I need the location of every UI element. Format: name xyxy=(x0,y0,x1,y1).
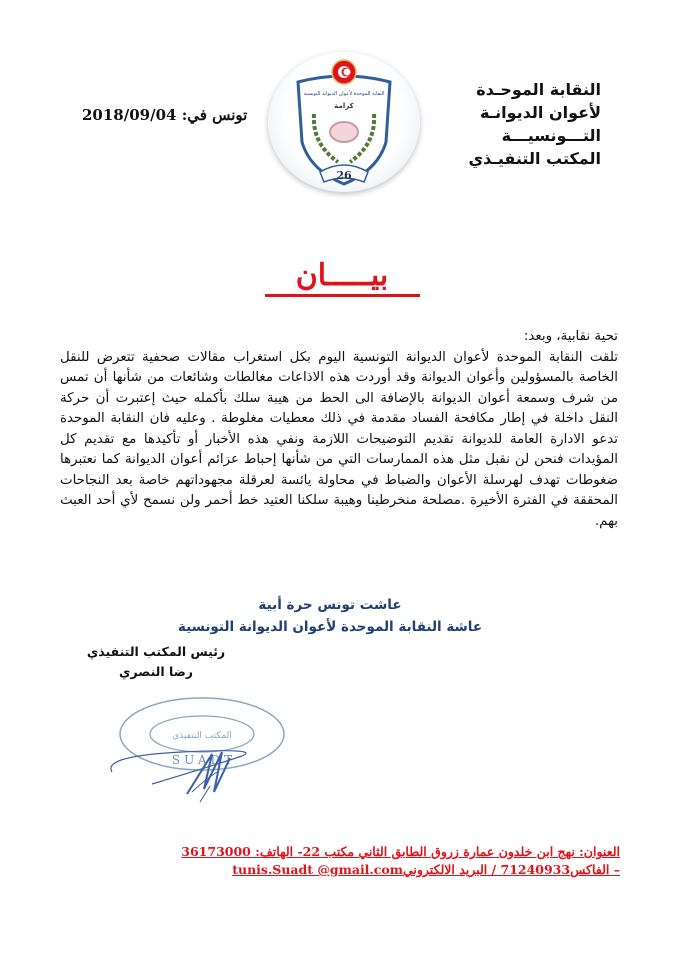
address-phone-line: العنوان: نهج ابن خلدون عمارة زروق الطابق الثاني مكتب 22- الهاتف: 36173000 xyxy=(181,844,620,859)
contact-footer xyxy=(120,843,620,879)
slogan-2: عاشة النقابة الموحدة لأعوان الديوانة التونسية xyxy=(177,619,483,635)
svg-text:المكتب التنفيذي: المكتب التنفيذي xyxy=(172,731,232,741)
shield-emblem-icon xyxy=(268,52,420,192)
official-stamp xyxy=(92,694,302,814)
statement-paragraph: تلقت النقابة الموحدة لأعوان الديوانة التونسية اليوم بكل استغراب مقالات صحفية تتعرض للنقل الخاصة بالمسؤولين وأعوان الديوانة وقد أوردت هذه الاذاعات مغالطات وشائعات من شأنها أن تمس من شرف وسمعة أعوان الديوانة بالإضافة الى الحط من هيبة سلك بأكمله حيث إعتبرت أن حركة النقل داخلة في إطار مكافحة الفساد مقدمة في ذلك معطيات مغلوطة . وعليه فان النقابة الموحدة تدعو الادارة العامة للديوانة تقديم التوضيحات اللازمة ونفي هذه الأخبار أو تأكيدها مع تقديم كل المؤيدات فنحن لن نقبل مثل هذه الممارسات التي من شأنها إحباط عزائم أعوان الديوانة كما نعتبرها ضغوطات تهدف لهرسلة الأعوان والضباط في محاولة يائسة لعرقلة مجهوداتهم خاصة بعد النجاحات المحققة في الفترة الأخيرة .مصلحة منخرطينا وهيبة سلكنا العتيد خط أحمر ولن نسمح لأي أحد العبث بهم. xyxy=(60,349,618,529)
stamp-signature-icon xyxy=(92,694,302,814)
org-line-1: النقابة الموحـدة xyxy=(476,80,601,99)
svg-text:النقابة الموحدة لأعوان الديوان: النقابة الموحدة لأعوان الديوانة التونسية xyxy=(303,91,385,97)
slogan-1: عاشت تونس حرة أبية xyxy=(258,597,402,613)
svg-text:26: 26 xyxy=(336,169,352,182)
document-date xyxy=(82,106,247,124)
fax-email-line: – الفاكس71240933 / البريد الالكترونيtunis.Suadt @gmail.com xyxy=(232,862,620,877)
greeting: تحية نقابية، وبعد: xyxy=(523,329,618,344)
org-line-2: لأعوان الديوانـة xyxy=(479,103,601,122)
date-value: 2018/09/04 xyxy=(82,106,177,124)
statement-body xyxy=(60,327,618,532)
title-underline xyxy=(265,294,420,297)
signatory-name: رضا النصري xyxy=(119,664,193,679)
signature-block xyxy=(86,642,226,682)
svg-text:SUADT: SUADT xyxy=(171,753,237,767)
document-title: بيـــــان xyxy=(295,258,389,293)
org-line-4: المكتب التنفيـذي xyxy=(468,149,601,168)
organization-header xyxy=(401,78,601,170)
union-logo xyxy=(268,52,420,192)
date-label: تونس في: xyxy=(181,106,248,124)
svg-text:كرامة: كرامة xyxy=(334,102,354,110)
signatory-role: رئيس المكتب التنفيذي xyxy=(86,644,226,659)
closing-slogans xyxy=(160,594,500,638)
org-line-3: التـــونسيـــة xyxy=(501,126,601,145)
